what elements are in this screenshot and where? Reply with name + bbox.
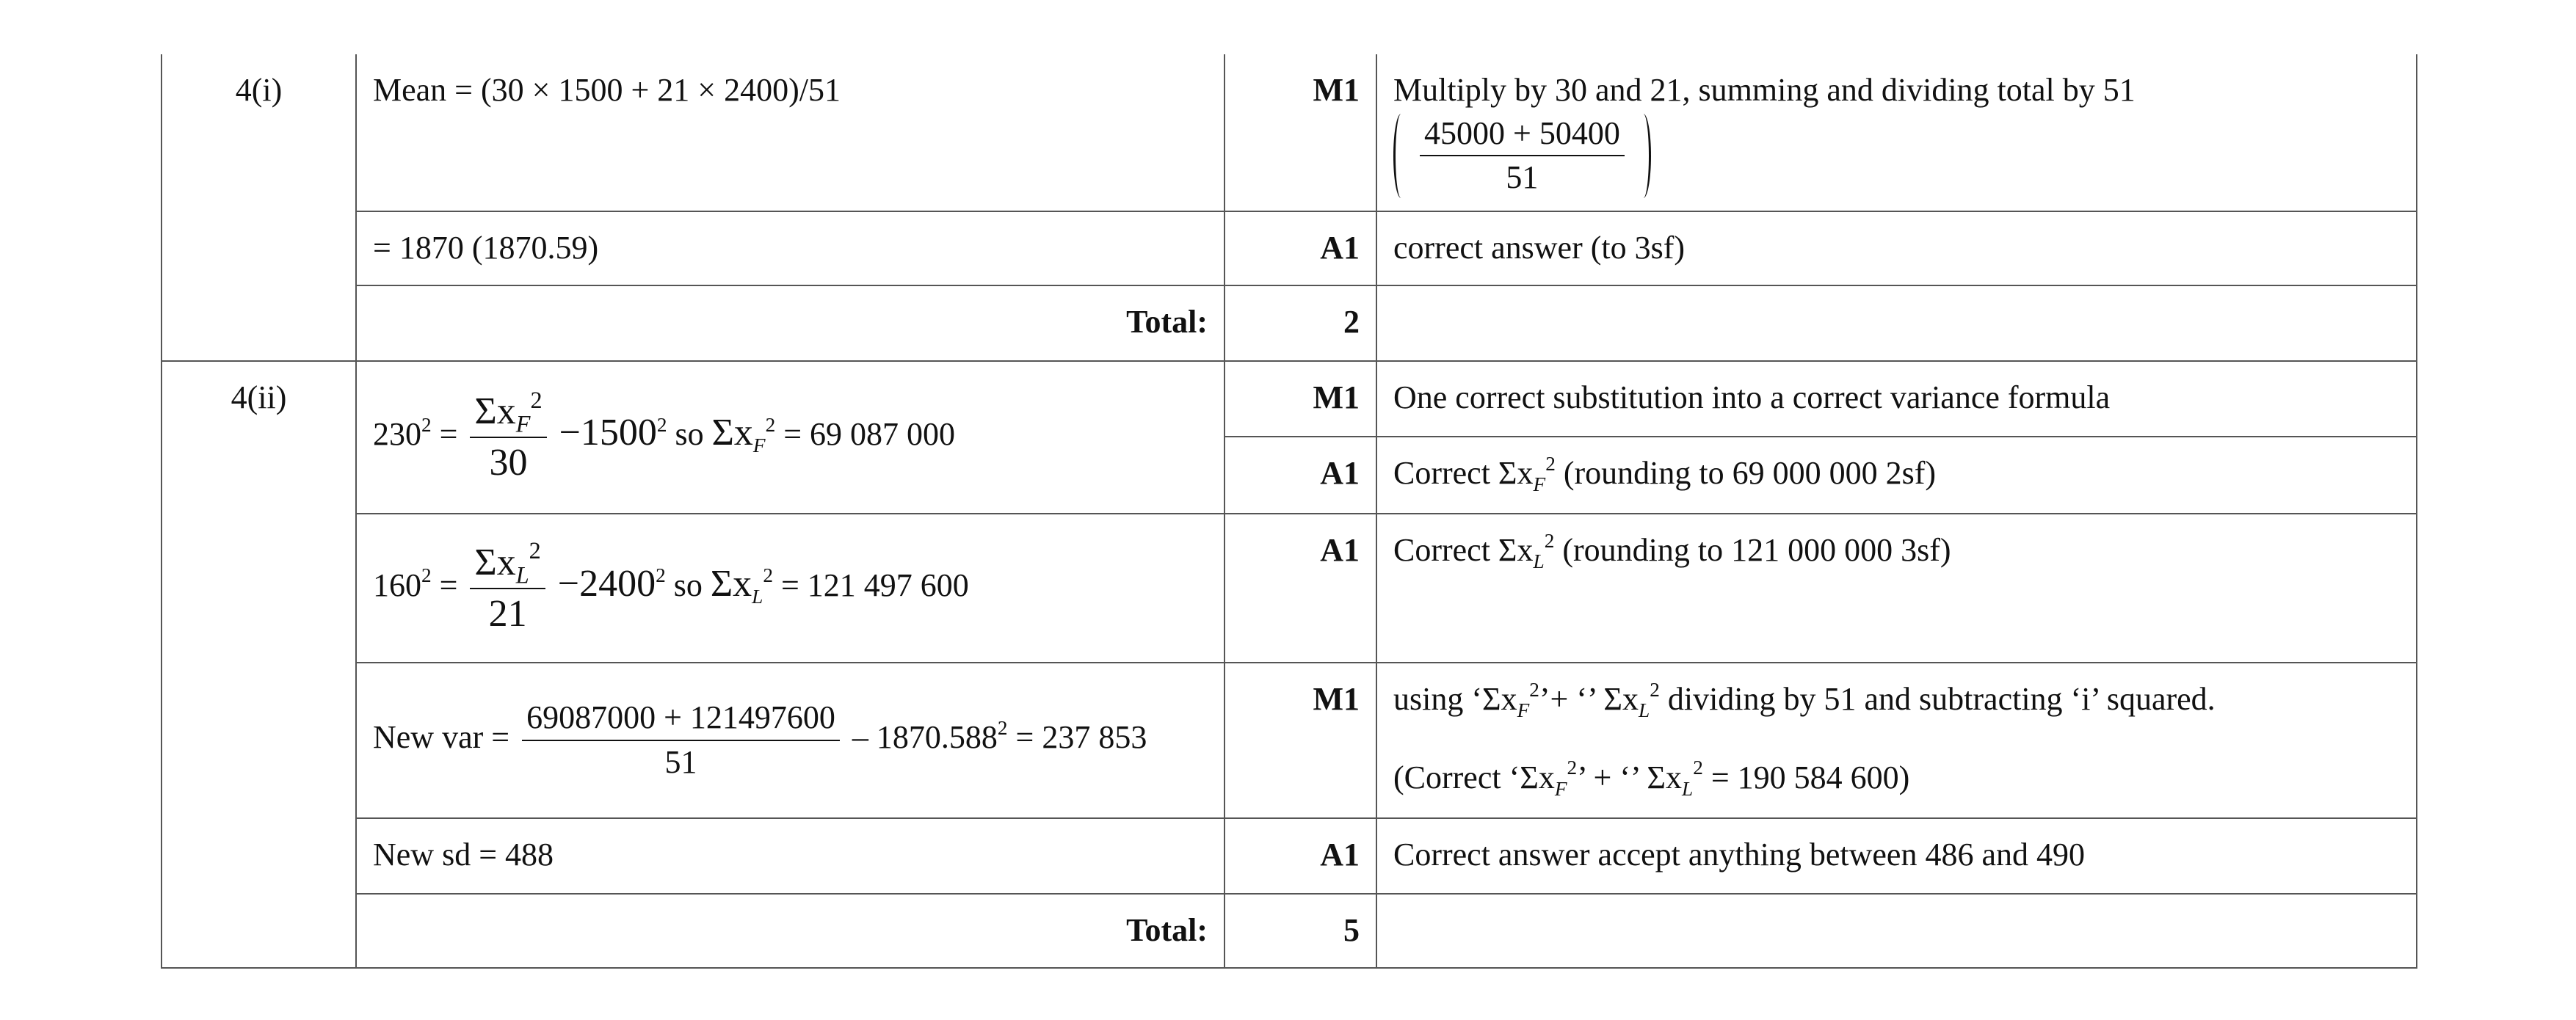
so-word: so bbox=[673, 567, 703, 603]
fraction bbox=[470, 537, 545, 636]
answer-text: = 1870 (1870.59) bbox=[373, 230, 599, 266]
guidance-text: (Correct ‘Σx bbox=[1393, 759, 1555, 795]
fraction-numerator bbox=[470, 537, 545, 589]
fraction-numerator: 45000 + 50400 bbox=[1420, 115, 1625, 157]
question-number bbox=[162, 54, 356, 361]
sigma-x: Σx bbox=[711, 412, 753, 454]
table-row bbox=[162, 663, 2417, 818]
subscript: F bbox=[515, 410, 531, 437]
guidance-text: dividing by 51 and subtracting ‘i’ squared. bbox=[1659, 681, 2216, 717]
mark-cell bbox=[1224, 663, 1376, 818]
exponent: 2 bbox=[1650, 678, 1660, 701]
guidance-text: using ‘Σx bbox=[1393, 681, 1517, 717]
mark-text: A1 bbox=[1320, 532, 1360, 568]
mark-scheme-table bbox=[161, 54, 2417, 969]
guidance-text: Correct Σx bbox=[1393, 532, 1534, 568]
equation bbox=[373, 699, 1147, 780]
mark-text: A1 bbox=[1320, 230, 1360, 266]
guidance-text: correct answer (to 3sf) bbox=[1393, 230, 1686, 266]
fraction bbox=[522, 699, 840, 781]
total-label-cell bbox=[356, 894, 1224, 968]
mark-text: A1 bbox=[1320, 455, 1360, 491]
mark-cell bbox=[1224, 211, 1376, 285]
guidance-text: = 190 584 600) bbox=[1702, 759, 1910, 795]
equation-lhs: 160 bbox=[373, 567, 421, 603]
guidance-line bbox=[1393, 757, 2400, 800]
fraction-numerator: 69087000 + 121497600 bbox=[522, 699, 840, 741]
exponent: 2 bbox=[421, 413, 432, 436]
subscript: F bbox=[1533, 473, 1546, 495]
exponent: 2 bbox=[530, 386, 543, 413]
equation-lhs: New var = bbox=[373, 719, 510, 756]
question-number bbox=[162, 361, 356, 968]
guidance-text: Correct answer accept anything between 486 and 490 bbox=[1393, 837, 2085, 873]
mark-cell bbox=[1224, 437, 1376, 514]
guidance-cell bbox=[1376, 663, 2417, 818]
mark-cell bbox=[1224, 818, 1376, 894]
table-row bbox=[162, 361, 2417, 437]
equation-result: = 237 853 bbox=[1007, 719, 1147, 756]
answer-cell bbox=[356, 663, 1224, 818]
parenthesised-fraction bbox=[1393, 114, 1651, 198]
exponent: 2 bbox=[763, 564, 773, 587]
equation-result: = 69 087 000 bbox=[783, 416, 956, 453]
exponent: 2 bbox=[765, 413, 776, 436]
fraction-denominator: 30 bbox=[489, 442, 528, 484]
answer-cell bbox=[356, 514, 1224, 663]
total-label: Total: bbox=[1126, 912, 1208, 948]
mark-cell bbox=[1224, 514, 1376, 663]
mark-text: M1 bbox=[1313, 379, 1360, 415]
subscript: L bbox=[1533, 550, 1545, 572]
exponent: 2 bbox=[529, 537, 541, 564]
equation-lhs: 230 bbox=[373, 416, 421, 453]
subscript: F bbox=[1517, 699, 1530, 721]
minus-term: – 1870.588 bbox=[852, 719, 998, 756]
subscript: L bbox=[515, 561, 529, 589]
guidance-cell bbox=[1376, 211, 2417, 285]
guidance-cell bbox=[1376, 894, 2417, 968]
guidance-text: Correct Σx bbox=[1393, 455, 1534, 491]
sigma-x: Σx bbox=[710, 562, 752, 605]
equation-result: = 121 497 600 bbox=[780, 567, 969, 603]
mark-text: M1 bbox=[1313, 72, 1360, 108]
minus-term: −2400 bbox=[557, 562, 656, 605]
guidance-line bbox=[1393, 678, 2400, 721]
fraction-denominator: 51 bbox=[1506, 159, 1539, 196]
guidance-text: (rounding to 69 000 000 2sf) bbox=[1555, 455, 1937, 491]
subscript: F bbox=[1554, 777, 1567, 800]
exponent: 2 bbox=[656, 564, 666, 587]
subscript: L bbox=[752, 585, 763, 608]
table-row bbox=[162, 894, 2417, 968]
total-value-cell bbox=[1224, 285, 1376, 361]
answer-cell bbox=[356, 54, 1224, 211]
mark-text: A1 bbox=[1320, 837, 1360, 873]
table-row bbox=[162, 285, 2417, 361]
sigma-x: Σx bbox=[474, 390, 516, 433]
table-row bbox=[162, 514, 2417, 663]
exponent: 2 bbox=[656, 413, 667, 436]
exponent: 2 bbox=[1529, 678, 1539, 701]
total-label: Total: bbox=[1126, 304, 1208, 340]
guidance-cell bbox=[1376, 514, 2417, 663]
total-value: 5 bbox=[1343, 912, 1360, 948]
spacer bbox=[1393, 718, 2400, 759]
subscript: L bbox=[1682, 777, 1694, 800]
total-value: 2 bbox=[1343, 304, 1360, 340]
answer-text: New sd = 488 bbox=[373, 837, 554, 873]
subscript: F bbox=[752, 434, 766, 456]
total-value-cell bbox=[1224, 894, 1376, 968]
guidance-cell bbox=[1376, 437, 2417, 514]
guidance-cell bbox=[1376, 285, 2417, 361]
answer-cell bbox=[356, 211, 1224, 285]
fraction-numerator bbox=[470, 386, 546, 438]
guidance-cell bbox=[1376, 818, 2417, 894]
total-label-cell bbox=[356, 285, 1224, 361]
exponent: 2 bbox=[1544, 529, 1555, 552]
table-row bbox=[162, 211, 2417, 285]
guidance-text: ’ + ‘’ Σx bbox=[1577, 759, 1683, 795]
fraction-denominator: 21 bbox=[488, 592, 527, 635]
guidance-text: (rounding to 121 000 000 3sf) bbox=[1554, 532, 1951, 568]
answer-text: Mean = (30 × 1500 + 21 × 2400)/51 bbox=[373, 72, 841, 108]
exponent: 2 bbox=[997, 716, 1008, 739]
guidance-cell bbox=[1376, 54, 2417, 211]
exponent: 2 bbox=[421, 564, 432, 587]
table-row bbox=[162, 818, 2417, 894]
sigma-x: Σx bbox=[474, 541, 516, 583]
question-label: 4(ii) bbox=[231, 379, 287, 415]
fraction bbox=[1420, 115, 1625, 197]
fraction-denominator: 51 bbox=[664, 744, 697, 780]
question-label: 4(i) bbox=[235, 72, 283, 108]
answer-cell bbox=[356, 818, 1224, 894]
fraction bbox=[470, 386, 546, 485]
guidance-text: One correct substitution into a correct variance formula bbox=[1393, 379, 2111, 415]
guidance-cell bbox=[1376, 361, 2417, 437]
equals-sign: = bbox=[439, 567, 458, 603]
guidance-text: Multiply by 30 and 21, summing and dividing total by 51 bbox=[1393, 72, 2136, 108]
mark-cell bbox=[1224, 54, 1376, 211]
subscript: L bbox=[1639, 699, 1650, 721]
mark-cell bbox=[1224, 361, 1376, 437]
guidance-text: ’+ ‘’ Σx bbox=[1539, 681, 1639, 717]
exponent: 2 bbox=[1567, 757, 1578, 779]
table-row bbox=[162, 54, 2417, 211]
mark-text: M1 bbox=[1313, 681, 1360, 717]
exponent: 2 bbox=[1693, 757, 1703, 779]
answer-cell bbox=[356, 361, 1224, 514]
minus-term: −1500 bbox=[559, 412, 657, 454]
exponent: 2 bbox=[1545, 452, 1556, 475]
so-word: so bbox=[675, 416, 704, 453]
equals-sign: = bbox=[439, 416, 458, 453]
